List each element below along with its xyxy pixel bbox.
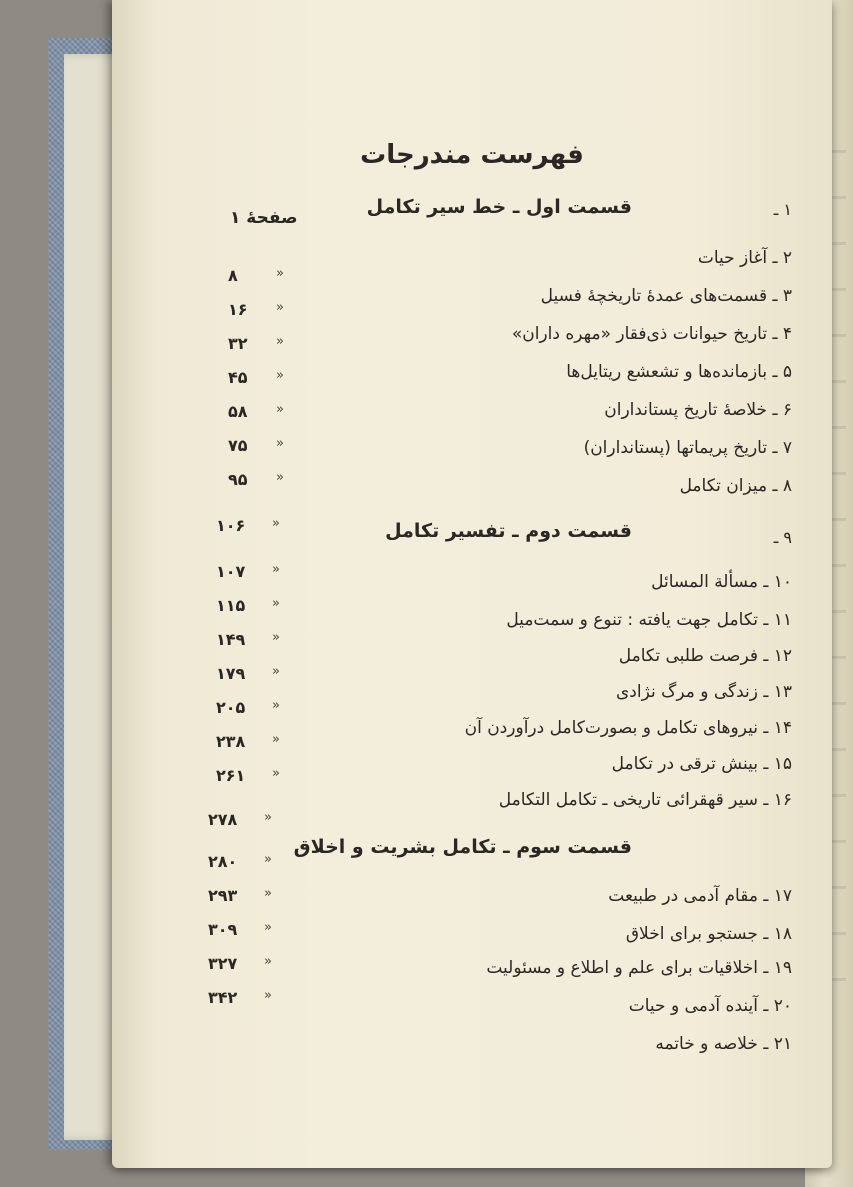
toc-entry-21: ۲۱ ـ خلاصه و خاتمه	[655, 1034, 792, 1054]
toc-entry-15: ۱۵ ـ بینش ترقی در تکامل	[611, 754, 792, 774]
ditto-mark: »	[272, 596, 280, 611]
toc-entry-5: ۵ ـ بازمانده‌ها و تشعشع ریتایل‌ها	[566, 362, 792, 382]
ditto-mark: »	[272, 516, 280, 531]
page-number-23: ۳۴۲	[208, 988, 238, 1007]
toc-entry-10: ۱۰ ـ مسألة المسائل	[651, 572, 792, 592]
toc-entry-18: ۱۸ ـ جستجو برای اخلاق	[625, 924, 792, 944]
page-number-entry-5: ۳۲	[228, 334, 248, 353]
part-1-title: قسمت اول ـ خط سیر تکامل	[366, 196, 632, 218]
ditto-mark: »	[264, 954, 272, 969]
page-number-19: ۲۸۰	[208, 852, 238, 871]
page-title: فهرست مندرجات	[360, 140, 584, 170]
toc-entry-19: ۱۹ ـ اخلاقیات برای علم و اطلاع و مسئولیت	[486, 958, 792, 978]
ditto-mark: »	[272, 630, 280, 645]
ditto-mark: »	[276, 300, 284, 315]
toc-entry-11: ۱۱ ـ تکامل جهت یافته : تنوع و سمت‌میل	[506, 610, 792, 630]
ditto-mark: »	[264, 988, 272, 1003]
page-number-entry-8: ۷۵	[228, 436, 248, 455]
page-number-13: ۱۴۹	[216, 630, 246, 649]
ditto-mark: »	[264, 852, 272, 867]
page-number-16: ۲۳۸	[216, 732, 246, 751]
page-number-12: ۱۱۵	[216, 596, 246, 615]
page-number-entry-4: ۱۶	[228, 300, 248, 319]
ditto-mark: »	[264, 886, 272, 901]
toc-entry-14: ۱۴ ـ نیروهای تکامل و بصورت‌کامل درآوردن آن	[464, 718, 792, 738]
page-number-14: ۱۷۹	[216, 664, 246, 683]
ditto-mark: »	[272, 664, 280, 679]
ditto-mark: »	[276, 470, 284, 485]
ditto-mark: »	[272, 562, 280, 577]
toc-entry-4: ۴ ـ تاریخ حیوانات ذی‌فقار «مهره داران»	[511, 324, 792, 344]
page-number-11: ۱۰۷	[216, 562, 246, 581]
ditto-mark: »	[272, 732, 280, 747]
part-2-title: قسمت دوم ـ تفسیر تکامل	[385, 520, 632, 542]
toc-entry-20: ۲۰ ـ آینده آدمی و حیات	[628, 996, 792, 1016]
ditto-mark: »	[276, 368, 284, 383]
page-number-20: ۲۹۳	[208, 886, 238, 905]
page-number-9: ۹۵	[228, 470, 248, 489]
ditto-mark: »	[276, 402, 284, 417]
toc-entry-3: ۳ ـ قسمت‌های عمدهٔ تاریخچهٔ فسیل	[540, 286, 792, 306]
ditto-mark: »	[272, 766, 280, 781]
ditto-mark: »	[276, 334, 284, 349]
toc-entry-12: ۱۲ ـ فرصت طلبی تکامل	[618, 646, 792, 666]
toc-entry-13: ۱۳ ـ زندگی و مرگ نژادی	[615, 682, 792, 702]
toc-entry-6: ۶ ـ خلاصهٔ تاریخ پستانداران	[604, 400, 792, 420]
ditto-mark: »	[264, 810, 272, 825]
book-page	[112, 0, 832, 1168]
ditto-mark: »	[276, 436, 284, 451]
page-number-entry-3: ۸	[228, 266, 238, 285]
ditto-mark: »	[264, 920, 272, 935]
page-number-10: ۱۰۶	[216, 516, 246, 535]
toc-entry-7: ۷ ـ تاریخ پریماتها (پستانداران)	[583, 438, 792, 458]
ditto-mark: »	[272, 698, 280, 713]
toc-entry-8: ۸ ـ میزان تکامل	[679, 476, 792, 496]
page-number-18: ۲۷۸	[208, 810, 238, 829]
page-number-21: ۳۰۹	[208, 920, 238, 939]
part-3-title: قسمت سوم ـ تکامل بشریت و اخلاق	[293, 836, 632, 858]
page-number-entry-6: ۴۵	[228, 368, 248, 387]
page-number-entry-7: ۵۸	[228, 402, 248, 421]
page-column-header: صفحهٔ ۱	[230, 208, 298, 228]
page-number-22: ۳۲۷	[208, 954, 238, 973]
toc-entry-17: ۱۷ ـ مقام آدمی در طبیعت	[608, 886, 792, 906]
part-2-number: ۹ ـ	[773, 528, 792, 547]
page-number-15: ۲۰۵	[216, 698, 246, 717]
toc-entry-2: ۲ ـ آغاز حیات	[697, 248, 792, 268]
page-number-17: ۲۶۱	[216, 766, 246, 785]
ditto-mark: »	[276, 266, 284, 281]
toc-entry-16: ۱۶ ـ سیر قهقرائی تاریخی ـ تکامل التکامل	[498, 790, 792, 810]
part-1-number: ۱ ـ	[773, 200, 792, 219]
